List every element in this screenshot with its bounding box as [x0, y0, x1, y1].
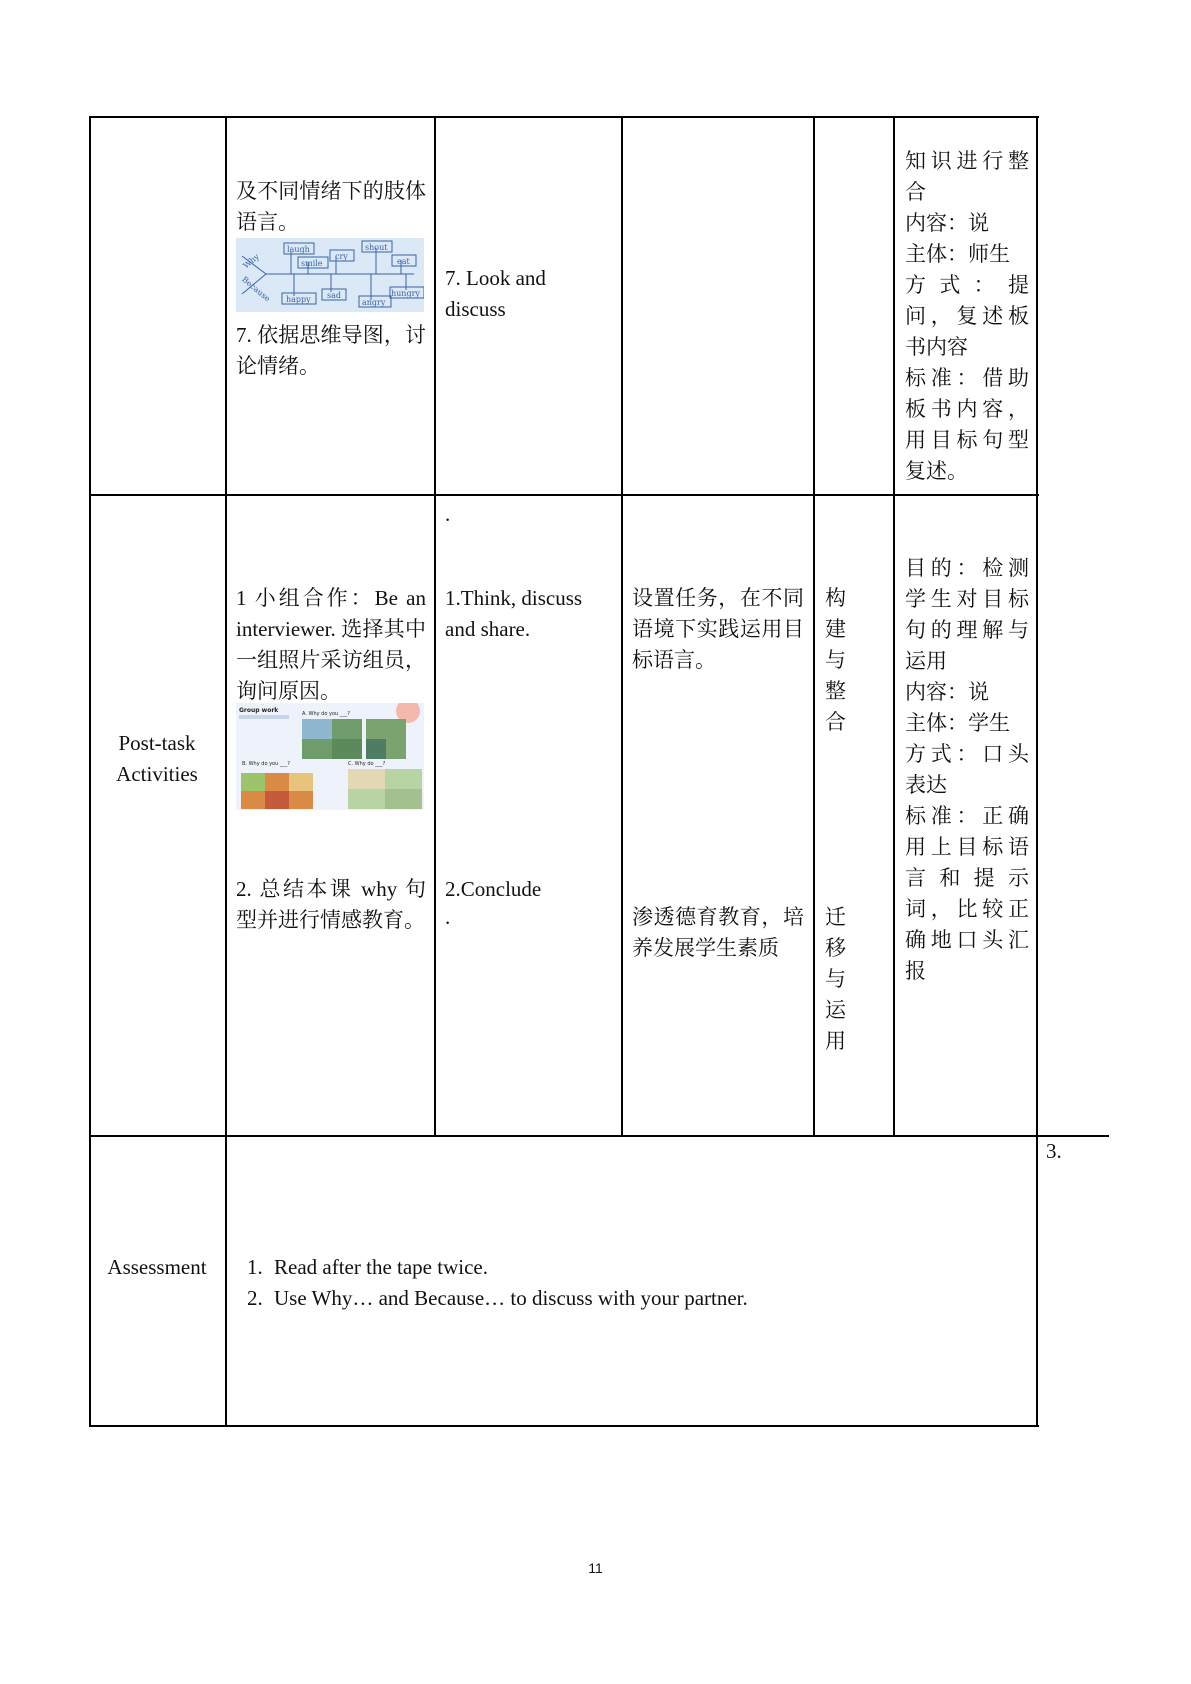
- row2-dot-top: .: [445, 502, 451, 526]
- row3-assessment-label: Assessment: [107, 1255, 207, 1279]
- mindmap-word: eat: [397, 257, 410, 266]
- row1-activity-text-a: 及不同情绪下的肢体语言。: [236, 179, 426, 234]
- mindmap-image: [236, 238, 424, 312]
- row1-evaluation-text: 知识进行整合 内容：说 主体：师生 方式：提问，复述板书内容 标准：借助板书内容，用目标句型复述。: [905, 149, 1029, 483]
- group-work-title: Group work: [239, 707, 279, 714]
- mindmap-word: angry: [362, 298, 386, 307]
- row2-evaluation-text: 目的：检测学生对目标句的理解与运用 内容：说 主体：学生 方式：口头表达 标准：正确用上目标语言和提示词，比较正确地口头汇报: [905, 556, 1029, 983]
- group-work-image: [236, 703, 424, 810]
- assessment-list: [236, 1252, 1026, 1314]
- mindmap-word: laugh: [287, 245, 310, 254]
- group-work-question-a: A. Why do you ___?: [302, 711, 350, 717]
- row2-ability-text1: 构 建 与 整 合: [825, 586, 856, 734]
- row2-student-step2-dot: .: [445, 905, 451, 929]
- row2-task1-text: 1 小组合作：Be an interviewer. 选择其中一组照片采访组员，询问原因。: [236, 586, 426, 703]
- row1-activity-text-b: 7. 依据思维导图，讨论情绪。: [236, 323, 426, 378]
- group-work-question-b: B. Why do you ___?: [242, 761, 291, 767]
- row2-stage-label: Post-task Activities: [116, 731, 198, 786]
- row2-purpose-text1: 设置任务，在不同语境下实践运用目标语言。: [632, 586, 804, 672]
- mindmap-word: cry: [335, 252, 348, 261]
- row2-purpose-text2: 渗透德育教育，培养发展学生素质: [632, 905, 804, 960]
- mindmap-word: sad: [327, 291, 341, 300]
- row2-ability-text2: 迁 移 与 运 用: [825, 905, 856, 1053]
- row2-student-step2: 2.Conclude: [445, 877, 542, 901]
- group-work-slide: [236, 703, 424, 810]
- assessment-item: 2. Use Why… and Because… to discuss with your partner.: [268, 1283, 1026, 1314]
- row1-student-step: 7. Look and discuss: [445, 266, 546, 321]
- assessment-item: 1. Read after the tape twice.: [268, 1252, 1026, 1283]
- mindmap-word: smile: [301, 259, 323, 268]
- row3-right-cell-text: 3.: [1046, 1139, 1062, 1163]
- page-number: 11: [588, 1560, 603, 1576]
- mindmap-why: Why: [241, 252, 261, 271]
- mindmap-diagram: [236, 238, 424, 312]
- mindmap-word: shout: [365, 243, 388, 252]
- mindmap-word: hungry: [391, 289, 420, 298]
- group-work-question-c: C. Why do ___?: [348, 761, 386, 767]
- mindmap-word: happy: [286, 295, 311, 304]
- mindmap-because: Because: [240, 274, 272, 304]
- row2-student-step1: 1.Think, discuss and share.: [445, 586, 583, 641]
- row2-task2-text: 2. 总结本课 why 句型并进行情感教育。: [236, 877, 426, 932]
